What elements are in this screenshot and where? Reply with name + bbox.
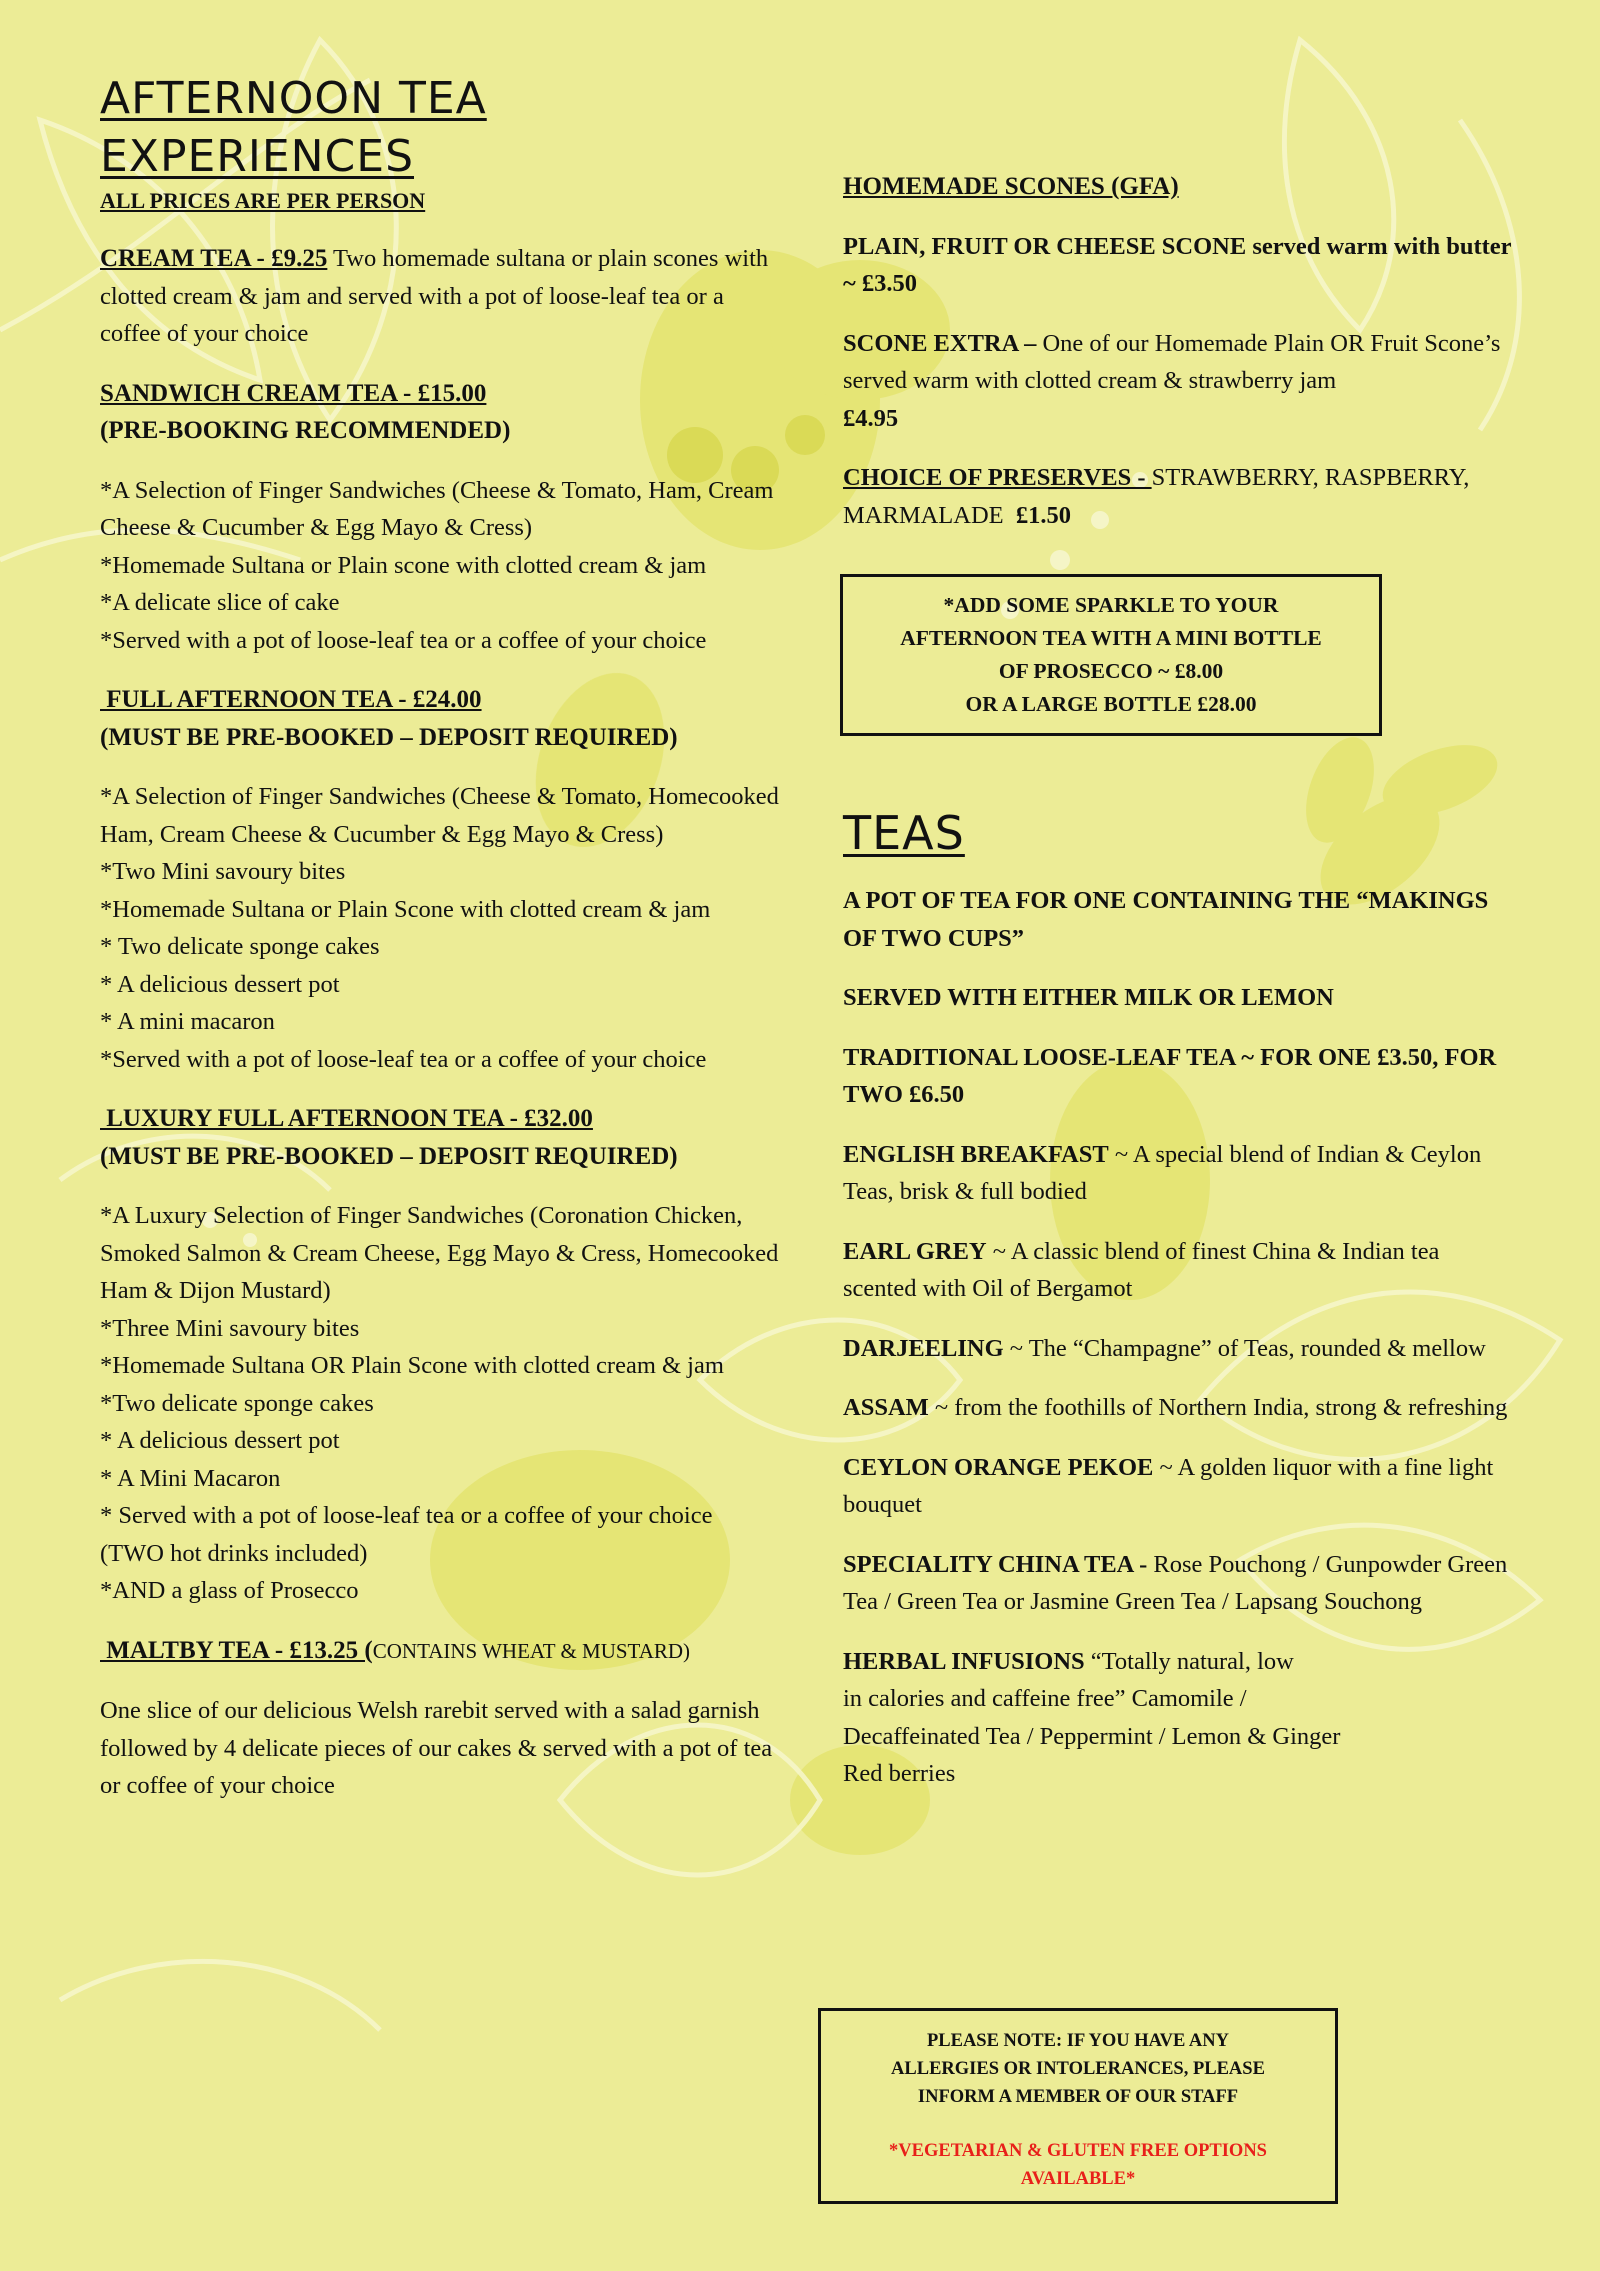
list-item: *AND a glass of Prosecco — [100, 1577, 359, 1604]
list-item: *A Luxury Selection of Finger Sandwiches (Coronation Chicken, Smoked Salmon & Cream Cheese, Egg Mayo & Cress, Homecooked Ham & Dijon Mustard) — [100, 1202, 779, 1304]
afternoon-tea-column — [100, 70, 780, 1827]
sandwich-cream-tea-subheading: (PRE-BOOKING RECOMMENDED) — [100, 417, 511, 444]
maltby-tea-heading: MALTBY TEA - £13.25 ( — [100, 1636, 373, 1664]
list-item: * A delicious dessert pot — [100, 1427, 340, 1454]
tea-item: ENGLISH BREAKFAST ~ A special blend of Indian & Ceylon Teas, brisk & full bodied — [843, 1140, 1482, 1205]
list-item: * Two delicate sponge cakes — [100, 933, 380, 960]
prices-note: ALL PRICES ARE PER PERSON — [100, 188, 426, 213]
allergy-notice-box: PLEASE NOTE: IF YOU HAVE ANY ALLERGIES OR INTOLERANCES, PLEASE INFORM A MEMBER OF OUR STAFF *VEGETARIAN & GLUTEN FREE OPTIONS AVAILABLE* — [818, 2008, 1338, 2204]
list-item: *A Selection of Finger Sandwiches (Cheese & Tomato, Homecooked Ham, Cream Cheese & Cucumber & Egg Mayo & Cress) — [100, 783, 779, 848]
sandwich-cream-tea-section — [100, 375, 780, 660]
list-item: *Homemade Sultana or Plain scone with clotted cream & jam — [100, 551, 707, 579]
herbal-infusions-item: HERBAL INFUSIONS “Totally natural, low in calories and caffeine free” Camomile / Decaffeinated Tea / Peppermint / Lemon & Ginger Red berries — [843, 1647, 1341, 1787]
list-item: * A Mini Macaron — [100, 1464, 281, 1492]
loose-leaf-price: TRADITIONAL LOOSE-LEAF TEA ~ FOR ONE £3.50, FOR TWO £6.50 — [843, 1043, 1497, 1108]
list-item: *Served with a pot of loose-leaf tea or a coffee of your choice — [100, 626, 707, 654]
prosecco-offer-box: *ADD SOME SPARKLE TO YOUR AFTERNOON TEA WITH A MINI BOTTLE OF PROSECCO ~ £8.00 OR A LARGE BOTTLE £28.00 — [840, 574, 1382, 736]
tea-item: EARL GREY ~ A classic blend of finest China & Indian tea scented with Oil of Bergamot — [843, 1237, 1440, 1302]
cream-tea-section — [100, 240, 780, 353]
scone-extra-item: SCONE EXTRA – One of our Homemade Plain OR Fruit Scone’s served warm with clotted cream & strawberry jam £4.95 — [843, 329, 1501, 432]
list-item: * Served with a pot of loose-leaf tea or a coffee of your choice (TWO hot drinks included) — [100, 1502, 713, 1567]
milk-or-lemon-note: SERVED WITH EITHER MILK OR LEMON — [843, 984, 1334, 1011]
preserves-item: CHOICE OF PRESERVES - STRAWBERRY, RASPBERRY, MARMALADE £1.50 — [843, 464, 1482, 529]
list-item: * A mini macaron — [100, 1008, 275, 1035]
tea-item: SPECIALITY CHINA TEA - Rose Pouchong / Gunpowder Green Tea / Green Tea or Jasmine Green Tea / Lapsang Souchong — [843, 1550, 1508, 1615]
cream-tea-heading: CREAM TEA - £9.25 — [100, 245, 328, 272]
sandwich-cream-tea-heading: SANDWICH CREAM TEA - £15.00 — [100, 379, 487, 407]
luxury-afternoon-tea-section — [100, 1100, 780, 1610]
luxury-afternoon-tea-heading: LUXURY FULL AFTERNOON TEA - £32.00 — [100, 1105, 593, 1132]
tea-item: ASSAM ~ from the foothills of Northern India, strong & refreshing — [843, 1394, 1508, 1421]
list-item: *Homemade Sultana OR Plain Scone with clotted cream & jam — [100, 1352, 724, 1379]
tea-item: DARJEELING ~ The “Champagne” of Teas, rounded & mellow — [843, 1334, 1486, 1362]
list-item: *A delicate slice of cake — [100, 589, 340, 616]
list-item: *Two delicate sponge cakes — [100, 1389, 374, 1417]
scones-heading: HOMEMADE SCONES (GFA) — [843, 173, 1179, 200]
page-title: AFTERNOON TEA EXPERIENCES — [100, 73, 487, 182]
full-afternoon-tea-heading: FULL AFTERNOON TEA - £24.00 — [100, 686, 482, 713]
list-item: *Two Mini savoury bites — [100, 858, 346, 885]
vegetarian-gluten-free-note: *VEGETARIAN & GLUTEN FREE OPTIONS — [889, 2141, 1267, 2161]
list-item: * A delicious dessert pot — [100, 970, 340, 998]
pot-of-tea-note: A POT OF TEA FOR ONE CONTAINING THE “MAKINGS OF TWO CUPS” — [843, 887, 1489, 952]
list-item: *Homemade Sultana or Plain Scone with clotted cream & jam — [100, 895, 711, 923]
list-item: *Served with a pot of loose-leaf tea or a coffee of your choice — [100, 1045, 707, 1073]
maltby-tea-note: CONTAINS WHEAT & MUSTARD) — [372, 1638, 691, 1663]
list-item: *A Selection of Finger Sandwiches (Cheese & Tomato, Ham, Cream Cheese & Cucumber & Egg Mayo & Cress) — [100, 476, 774, 541]
cream-tea-description: Two homemade sultana or plain scones with clotted cream & jam and served with a pot of loose-leaf tea or a coffee of your choice — [100, 245, 769, 347]
full-afternoon-tea-subheading: (MUST BE PRE-BOOKED – DEPOSIT REQUIRED) — [100, 723, 678, 751]
maltby-tea-section — [100, 1632, 780, 1805]
tea-item: CEYLON ORANGE PEKOE ~ A golden liquor with a fine light bouquet — [843, 1453, 1494, 1518]
list-item: *Three Mini savoury bites — [100, 1314, 360, 1342]
scone-plain-item: PLAIN, FRUIT OR CHEESE SCONE served warm with butter ~ £3.50 — [843, 232, 1512, 297]
scones-and-teas-column — [843, 168, 1513, 1793]
luxury-afternoon-tea-subheading: (MUST BE PRE-BOOKED – DEPOSIT REQUIRED) — [100, 1142, 678, 1170]
maltby-tea-description: One slice of our delicious Welsh rarebit served with a salad garnish followed by 4 delicate pieces of our cakes & served with a pot of tea or coffee of your choice — [100, 1697, 773, 1799]
teas-title: TEAS — [843, 806, 965, 860]
full-afternoon-tea-section — [100, 681, 780, 1078]
